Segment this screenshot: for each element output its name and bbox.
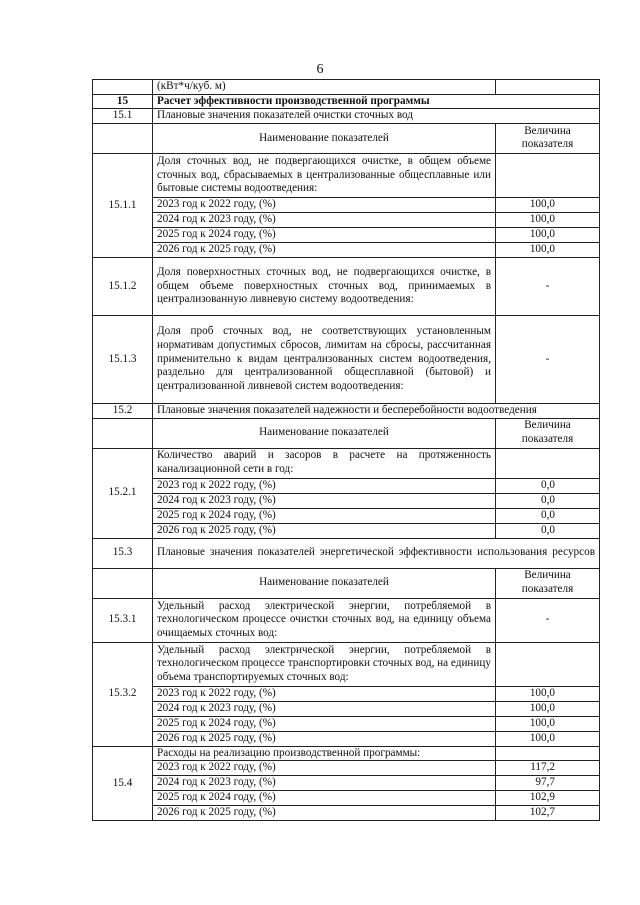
row-value: 100,0: [496, 701, 600, 716]
subsection-title: Расходы на реализацию производственной программы:: [153, 746, 496, 761]
subsection-title: Плановые значения показателей энергетической эффективности использования ресурсов: [153, 538, 600, 568]
column-header-name: Наименование показателей: [153, 418, 496, 448]
section-row: [93, 94, 600, 109]
section-title: Расчет эффективности производственной программы: [153, 94, 600, 109]
row-value: 100,0: [496, 686, 600, 701]
row-value: 100,0: [496, 242, 600, 257]
indicator-number: 15.2.1: [93, 448, 153, 538]
column-header-name: Наименование показателей: [153, 123, 496, 153]
column-header-row: [93, 418, 600, 448]
row-label: 2023 год к 2022 году, (%): [153, 197, 496, 212]
indicator-text: Удельный расход электрической энергии, потребляемой в технологическом процессе транспортировки сточных вод, на единицу объема транспортируемых сточных вод:: [153, 642, 496, 686]
table-row: [93, 523, 600, 538]
row-label: 2024 год к 2023 году, (%): [153, 212, 496, 227]
indicator-value: -: [496, 598, 600, 642]
row-value: 0,0: [496, 493, 600, 508]
column-header-name: Наименование показателей: [153, 568, 496, 598]
subsection-number: 15.3: [93, 538, 153, 568]
indicator-number: 15.1.2: [93, 257, 153, 315]
row-label: 2025 год к 2024 году, (%): [153, 716, 496, 731]
subsection-row: [93, 538, 600, 568]
row-value: 117,2: [496, 761, 600, 776]
indicator-row: [93, 598, 600, 642]
row-label: 2026 год к 2025 году, (%): [153, 731, 496, 746]
row-value: 0,0: [496, 508, 600, 523]
column-header-value: Величина показателя: [496, 123, 600, 153]
row-value: 102,9: [496, 791, 600, 806]
indicator-row: [93, 257, 600, 315]
table-row: [93, 761, 600, 776]
indicator-number: 15.3.1: [93, 598, 153, 642]
table-row: [93, 806, 600, 821]
column-header-row: [93, 568, 600, 598]
indicator-row: [93, 642, 600, 686]
row-value: 100,0: [496, 212, 600, 227]
table-row: [93, 478, 600, 493]
row-label: 2026 год к 2025 году, (%): [153, 523, 496, 538]
indicator-text: Удельный расход электрической энергии, потребляемой в технологическом процессе очистки сточных вод, на единицу объема очищаемых сточных вод:: [153, 598, 496, 642]
table-row: [93, 493, 600, 508]
row-label: 2026 год к 2025 году, (%): [153, 242, 496, 257]
table-row: [93, 701, 600, 716]
row-value: 97,7: [496, 776, 600, 791]
subsection-title: Плановые значения показателей надежности и бесперебойности водоотведения: [153, 403, 600, 418]
indicator-number: 15.1.1: [93, 153, 153, 257]
row-value: 0,0: [496, 523, 600, 538]
indicator-value: -: [496, 315, 600, 403]
subsection-row: [93, 403, 600, 418]
subsection-number: 15.2: [93, 403, 153, 418]
subsection-number: 15.4: [93, 746, 153, 821]
row-value: 100,0: [496, 227, 600, 242]
table-row: [93, 197, 600, 212]
indicator-number: 15.3.2: [93, 642, 153, 746]
table-row: [93, 686, 600, 701]
indicator-text: Доля сточных вод, не подвергающихся очистке, в общем объеме сточных вод, сбрасываемых в централизованные общесплавные или бытовые системы водоотведения:: [153, 153, 496, 197]
subsection-number: 15.1: [93, 109, 153, 124]
row-label: 2025 год к 2024 году, (%): [153, 508, 496, 523]
section-number: 15: [93, 94, 153, 109]
table-row: [93, 776, 600, 791]
row-value: 102,7: [496, 806, 600, 821]
row-value: 100,0: [496, 731, 600, 746]
row-label: 2026 год к 2025 году, (%): [153, 806, 496, 821]
table-row: [93, 508, 600, 523]
page-number: 6: [316, 62, 324, 77]
row-label: 2025 год к 2024 году, (%): [153, 227, 496, 242]
indicator-text: Количество аварий и засоров в расчете на протяженность канализационной сети в год:: [153, 448, 496, 478]
row-label: 2023 год к 2022 году, (%): [153, 686, 496, 701]
indicator-number: 15.1.3: [93, 315, 153, 403]
row-label: 2024 год к 2023 году, (%): [153, 776, 496, 791]
indicator-text: Доля поверхностных сточных вод, не подвергающихся очистке, в общем объеме поверхностных сточных вод, принимаемых в централизованную ливневую систему водоотведения:: [153, 257, 496, 315]
table-row: [93, 212, 600, 227]
table-row: [93, 227, 600, 242]
unit-text: (кВт*ч/куб. м): [153, 80, 496, 95]
unit-row: [93, 80, 600, 95]
column-header-row: [93, 123, 600, 153]
subsection-row: [93, 109, 600, 124]
column-header-value: Величина показателя: [496, 418, 600, 448]
column-header-value: Величина показателя: [496, 568, 600, 598]
row-label: 2023 год к 2022 году, (%): [153, 761, 496, 776]
indicator-row: [93, 153, 600, 197]
row-label: 2024 год к 2023 году, (%): [153, 493, 496, 508]
table-row: [93, 716, 600, 731]
indicator-row: [93, 448, 600, 478]
subsection-title: Плановые значения показателей очистки сточных вод: [153, 109, 600, 124]
table-row: [93, 791, 600, 806]
row-value: 0,0: [496, 478, 600, 493]
indicator-row: [93, 315, 600, 403]
table-row: [93, 731, 600, 746]
row-label: 2025 год к 2024 году, (%): [153, 791, 496, 806]
row-label: 2024 год к 2023 году, (%): [153, 701, 496, 716]
subsection-row: [93, 746, 600, 761]
indicator-text: Доля проб сточных вод, не соответствующих установленным нормативам допустимых сбросов, лимитам на сбросы, рассчитанная применительно к видам централизованных систем водоотведения, раздельно для централизованной общесплавной (бытовой) и централизованной ливневой систем водоотведения:: [153, 315, 496, 403]
row-value: 100,0: [496, 716, 600, 731]
efficiency-table: [92, 79, 600, 821]
row-value: 100,0: [496, 197, 600, 212]
indicator-value: -: [496, 257, 600, 315]
row-label: 2023 год к 2022 году, (%): [153, 478, 496, 493]
table-row: [93, 242, 600, 257]
